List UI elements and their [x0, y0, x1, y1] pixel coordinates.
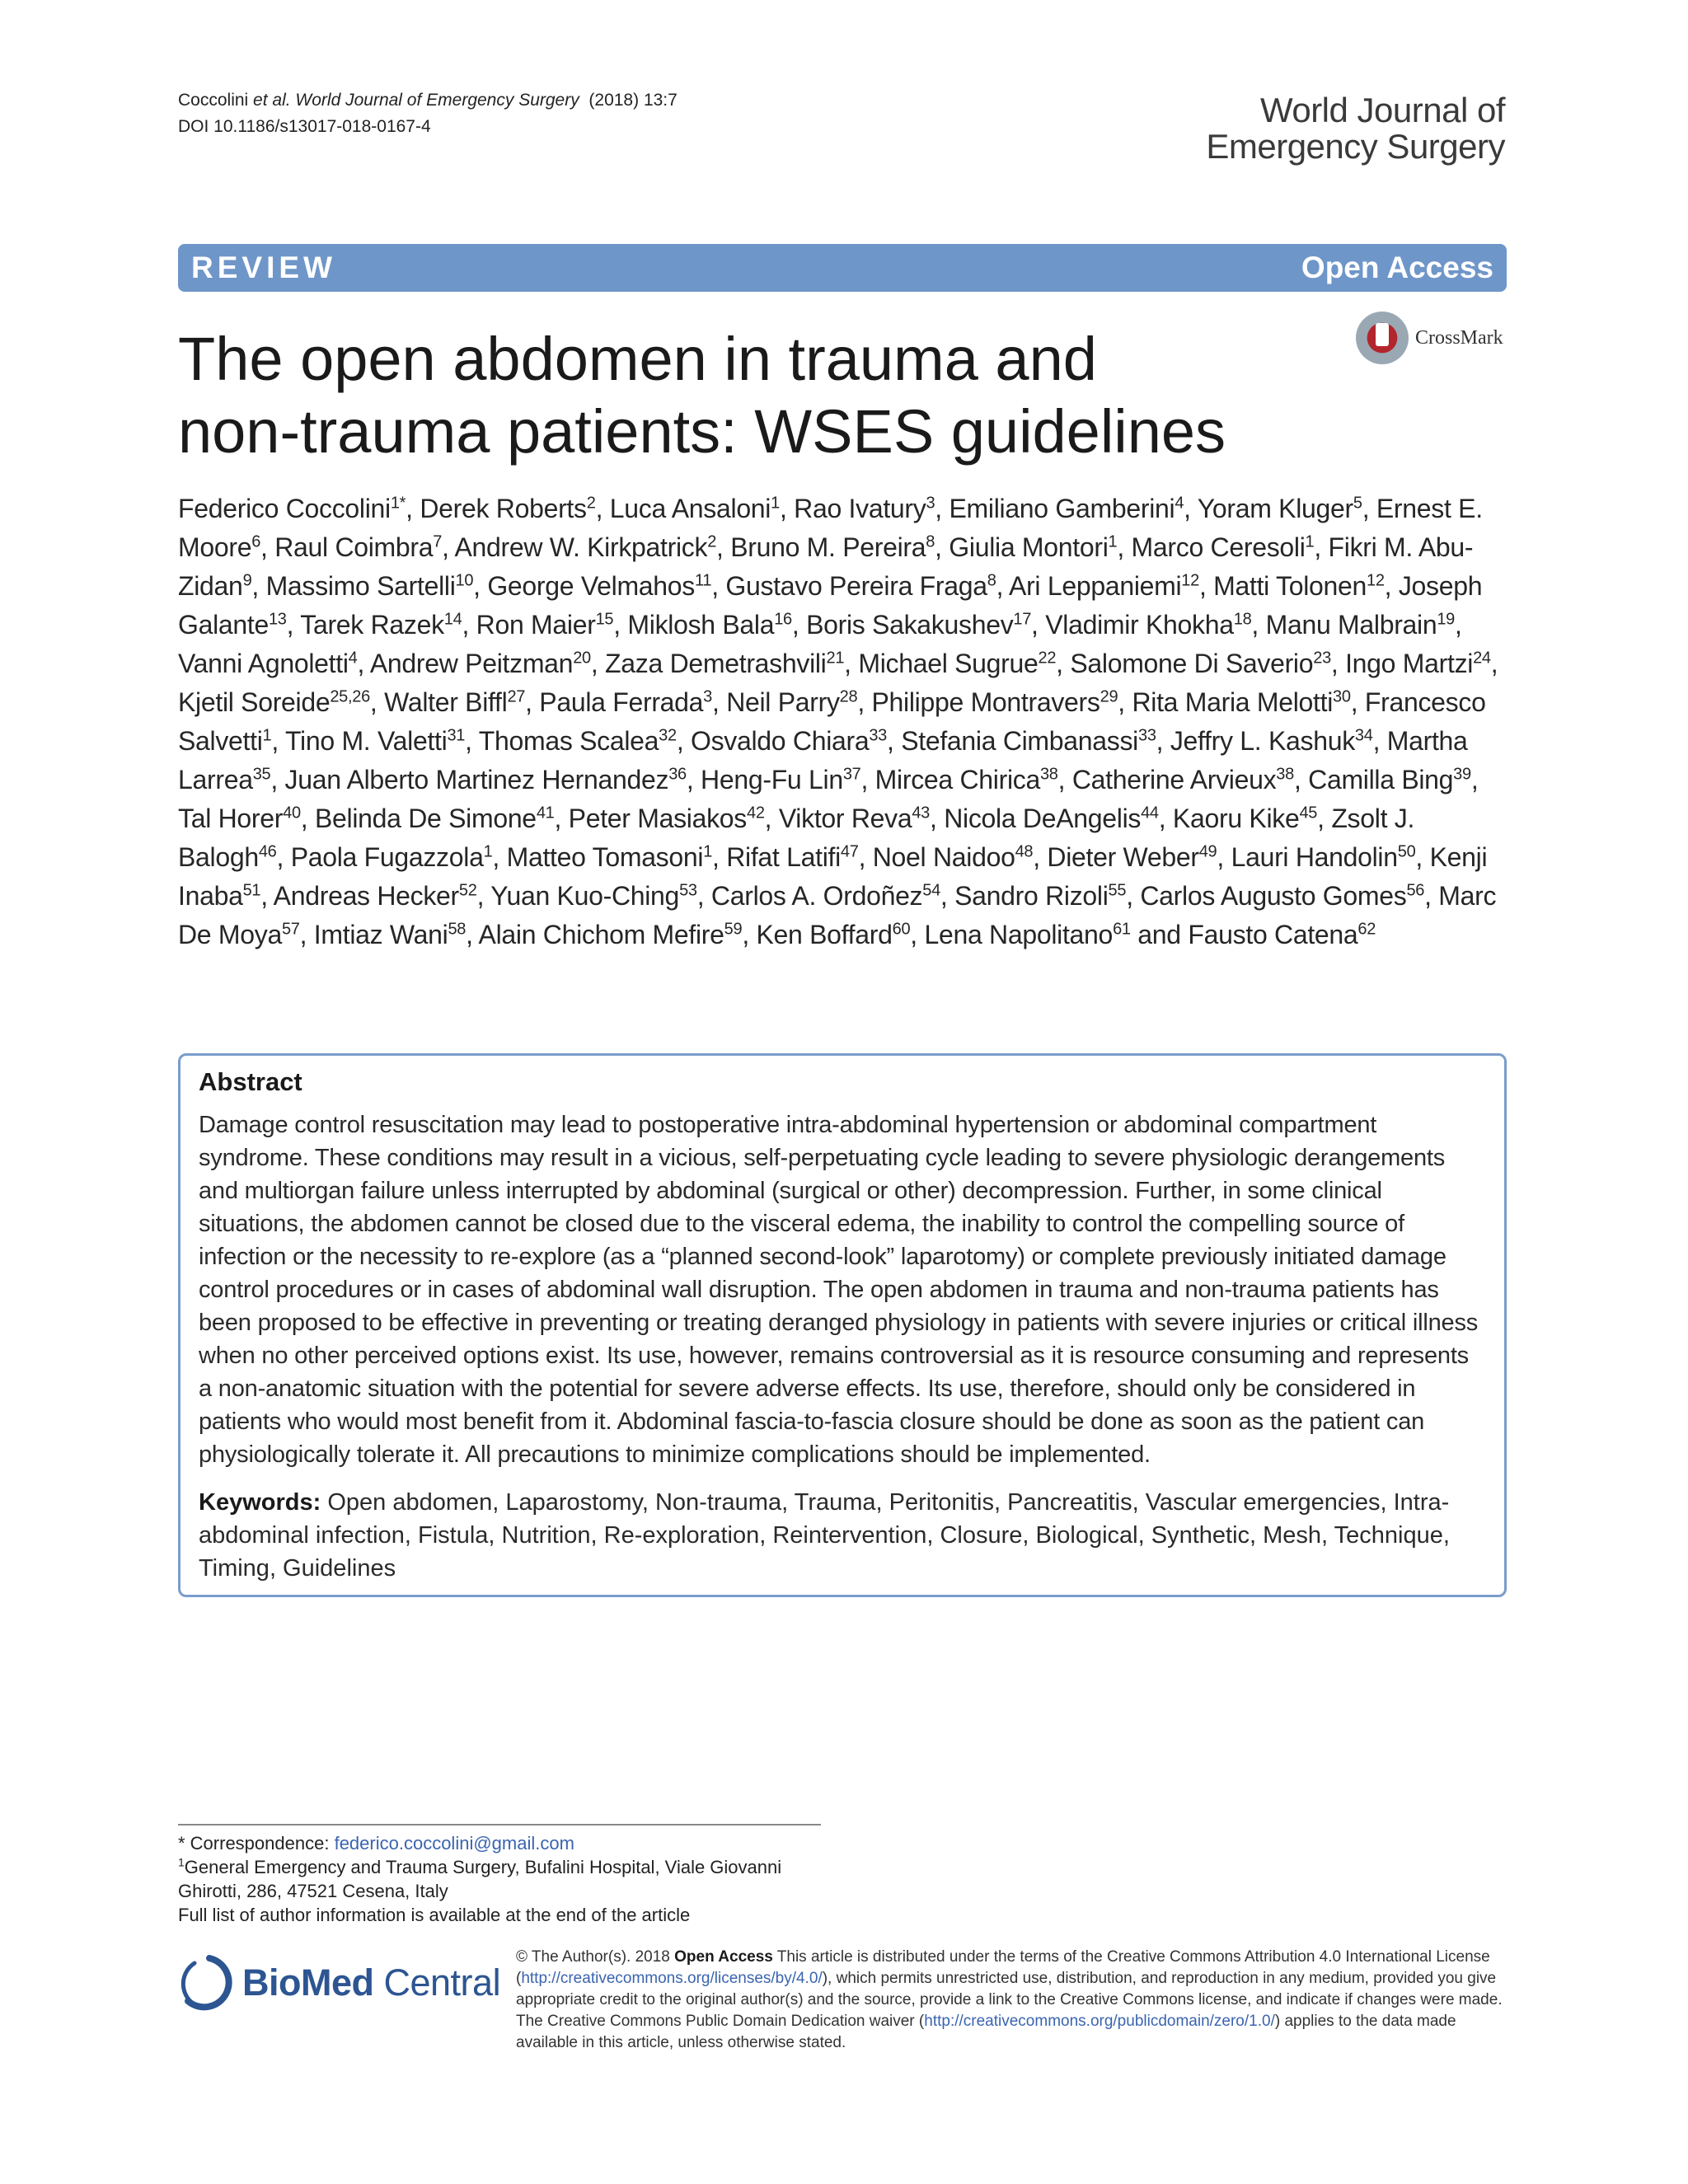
abstract-box: [178, 1053, 1507, 1597]
author: [291, 842, 493, 872]
author-affiliation: 36: [668, 765, 687, 784]
author-list: Federico Coccolini$^{1*}$, Derek Roberts$^2$, Luca Ansaloni$^1$, Rao Ivatury$^3$, Emiliano Gamberini$^4$, Yoram Kluger$^5$, Ernest E. Moore$^6$, Raul Coimbra$^7$, Andrew W. Kirkpatrick$^2$, Bruno M. Pereira$^8$, Giulia Montori$^1$, Marco Ceresoli$^1$, Fikri M. Abu-Zidan$^9$, Massimo Sartelli$^{10}$, George Velmahos$^{11}$, Gustavo Pereira Fraga$^8$, Ari Leppaniemi$^{12}$, Matti Tolonen$^{12}$, Joseph Galante$^{13}$, Tarek Razek$^{14}$, Ron Maier$^{15}$, Miklosh Bala$^{16}$, Boris Sakakushev$^{17}$, Vladimir Khokha$^{18}$, Manu Malbrain$^{19}$, Vanni Agnoletti$^4$, Andrew Peitzman$^{20}$, Zaza Demetrashvili$^{21}$, Michael Sugrue$^{22}$, Salomone Di Saverio$^{23}$, Ingo Martzi$^{24}$, Kjetil Soreide$^{25,26}$, Walter Biffl$^{27}$, Paula Ferrada$^3$, Neil Parry$^{28}$, Philippe Montravers$^{29}$, Rita Maria Melotti$^{30}$, Francesco Salvetti$^1$, Tino M. Valetti$^{31}$, Thomas Scalea$^{32}$, Osvaldo Chiara$^{33}$, Stefania Cimbanassi$^{33}$, Jeffry L. Kashuk$^{34}$, Martha Larrea$^{35}$, Juan Alberto Martinez Hernandez$^{36}$, Heng-Fu Lin$^{37}$, Mircea Chirica$^{38}$, Catherine Arvieux$^{38}$, Camilla Bing$^{39}$, Tal Horer$^{40}$, Belinda De Simone$^{41}$, Peter Masiakos$^{42}$, Viktor Reva$^{43}$, Nicola DeAngelis$^{44}$, Kaoru Kike$^{45}$, Zsolt J. Balogh$^{46}$, Paola Fugazzola$^1$, Matteo Tomasoni$^1$, Rifat Latifi$^{47}$, Noel Naidoo$^{48}$, Dieter Weber$^{49}$, Lauri Handolin$^{50}$, Kenji Inaba$^{51}$, Andreas Hecker$^{52}$, Yuan Kuo-Ching$^{53}$, Carlos A. Ordoñez$^{54}$, Sandro Rizoli$^{55}$, Carlos Augusto Gomes$^{56}$, Marc De Moya$^{57}$, Imtiaz Wani$^{58}$, Alain Chichom Mefire$^{59}$, Ken Boffard$^{60}$, Lena Napolitano$^{61}$ and Fausto Catena$^{62}$: [178, 494, 1498, 949]
author: [1188, 920, 1376, 949]
author: [285, 726, 465, 756]
author-name: Rifat Latifi: [726, 842, 841, 872]
author-name: Thomas Scalea: [478, 726, 659, 756]
author-name: Belinda De Simone: [314, 804, 537, 833]
author-name: Matteo Tomasoni: [506, 842, 704, 872]
author-name: Marc De Moya: [178, 881, 1497, 949]
citation-authors: Coccolini: [178, 91, 249, 110]
author-name: Miklosh Bala: [627, 610, 775, 640]
author-affiliation: 2: [707, 532, 717, 551]
author-affiliation: 1: [771, 494, 780, 513]
author-name: Heng-Fu Lin: [701, 765, 843, 794]
author-name: Yuan Kuo-Ching: [490, 881, 680, 911]
author-affiliation: 31: [447, 726, 466, 745]
author-affiliation: 48: [1015, 842, 1034, 861]
author-name: Juan Alberto Martinez Hernandez: [284, 765, 669, 794]
author-name: Yoram Kluger: [1197, 494, 1353, 523]
author-affiliation: 30: [1333, 687, 1351, 706]
author: [954, 881, 1126, 911]
copyright: © The Author(s). 2018: [516, 1948, 670, 1966]
author-name: Fikri M. Abu-Zidan: [178, 532, 1474, 601]
author-name: Massimo Sartelli: [265, 571, 456, 601]
license-link-by[interactable]: http://creativecommons.org/licenses/by/4.0/: [521, 1970, 823, 1987]
author-joiner: and: [1130, 920, 1189, 949]
abstract-heading: Abstract: [199, 1067, 302, 1096]
author-name: Rita Maria Melotti: [1132, 687, 1334, 717]
author-name: Michael Sugrue: [858, 649, 1039, 678]
author: [726, 687, 857, 717]
author: [266, 571, 474, 601]
article-type-banner: [178, 244, 1507, 292]
author-name: Paula Ferrada: [539, 687, 704, 717]
author: [274, 881, 477, 911]
author: [370, 649, 591, 678]
keywords-list: Open abdomen, Laparostomy, Non-trauma, Trauma, Peritonitis, Pancreatitis, Vascular emergencies, Intra-abdominal infection, Fistula, Nutrition, Re-exploration, Reintervention, Closure, Biological, Synthetic, Mesh, Technique, Timing, Guidelines: [199, 1489, 1450, 1582]
publisher-name: [242, 1961, 500, 2004]
author: [691, 726, 887, 756]
author: [1231, 842, 1416, 872]
author: [507, 842, 712, 872]
biomed-central-logo-icon: [176, 1953, 236, 2013]
author-affiliation: 15: [595, 610, 614, 629]
author-affiliation: 1: [1108, 532, 1118, 551]
author-name: Zaza Demetrashvili: [605, 649, 827, 678]
author-affiliation: 55: [1108, 881, 1127, 900]
author: [490, 881, 697, 911]
author: [779, 804, 930, 833]
author: [455, 532, 717, 562]
author-name: Mircea Chirica: [874, 765, 1040, 794]
author-name: Tal Horer: [178, 804, 284, 833]
author-name: Vladimir Khokha: [1045, 610, 1234, 640]
author-name: Imtiaz Wani: [313, 920, 448, 949]
author-affiliation: 42: [747, 804, 765, 823]
author-affiliation: 7: [433, 532, 443, 551]
citation-journal: World Journal of Emergency Surgery: [295, 91, 579, 110]
license-text-2: ), which permits unrestricted use, distribution, and reproduction in any medium, provided you give appropriate credit to the original author(s) and the source, provide a link to the Creative Commons license, and indicate if changes were made. The Creative Commons Public Domain Dedication waiver (: [516, 1970, 1503, 2030]
author-name: Zsolt J. Balogh: [178, 804, 1415, 872]
correspondence-label: * Correspondence:: [178, 1833, 330, 1854]
license-text-1: This article is distributed under the terms of the Creative Commons Attribution 4.0 International License (: [516, 1948, 1490, 1987]
title-line1: The open abdomen in trauma and: [178, 325, 1097, 393]
author: [1047, 842, 1217, 872]
author-name: Catherine Arvieux: [1071, 765, 1277, 794]
keywords-label: Keywords:: [199, 1489, 321, 1516]
author-affiliation: 11: [695, 571, 712, 590]
author: [1009, 571, 1199, 601]
author-name: Tarek Razek: [300, 610, 444, 640]
author-name: Noel Naidoo: [872, 842, 1015, 872]
author-affiliation: 53: [679, 881, 697, 900]
author-name: Carlos Augusto Gomes: [1140, 881, 1407, 911]
author-affiliation: 16: [774, 610, 792, 629]
author-name: Carlos A. Ordoñez: [710, 881, 923, 911]
author-affiliation: 35: [252, 765, 271, 784]
author-name: Lauri Handolin: [1231, 842, 1398, 872]
author-affiliation: 14: [443, 610, 462, 629]
author-name: Viktor Reva: [778, 804, 912, 833]
author-name: Philippe Montravers: [871, 687, 1100, 717]
author-name: Sandro Rizoli: [954, 881, 1109, 911]
author: [300, 610, 462, 640]
author-name: Lena Napolitano: [924, 920, 1114, 949]
author-affiliation: 3: [926, 494, 935, 513]
author-name: Luca Ansaloni: [609, 494, 771, 523]
journal-name-line2: Emergency Surgery: [1206, 127, 1505, 166]
author-name: Kaoru Kike: [1172, 804, 1300, 833]
author-affiliation: 6: [251, 532, 261, 551]
author-name: Jeffry L. Kashuk: [1170, 726, 1355, 756]
author: [872, 687, 1118, 717]
publisher-name-bold: BioMed: [242, 1961, 374, 2004]
author: [757, 920, 911, 949]
author-affiliation: 28: [839, 687, 858, 706]
author-name: Ernest E. Moore: [178, 494, 1483, 562]
author: [1070, 649, 1331, 678]
author-affiliation: 1: [483, 842, 493, 861]
author: [806, 610, 1031, 640]
author-name: Andrew W. Kirkpatrick: [454, 532, 708, 562]
author-affiliation: 60: [892, 920, 911, 939]
author-affiliation: 9: [242, 571, 252, 590]
author-name: Kjetil Soreide: [178, 687, 331, 717]
author: [858, 649, 1056, 678]
author-affiliation: 62: [1357, 920, 1376, 939]
author: [1345, 649, 1491, 678]
author-affiliation: 50: [1397, 842, 1416, 861]
author: [569, 804, 765, 833]
author-name: Gustavo Pereira Fraga: [725, 571, 987, 601]
author: [1170, 726, 1373, 756]
author-name: Federico Coccolini: [178, 494, 391, 523]
author-affiliation: 8: [926, 532, 935, 551]
author-name: Martha Larrea: [178, 726, 1468, 794]
author-name: Stefania Cimbanassi: [901, 726, 1138, 756]
author: [701, 765, 860, 794]
author-affiliation: 44: [1141, 804, 1159, 823]
author-affiliation: 41: [536, 804, 555, 823]
author: [315, 804, 555, 833]
author: [1213, 571, 1385, 601]
author-affiliation: 4: [1175, 494, 1184, 513]
author: [285, 765, 687, 794]
author-name: Francesco Salvetti: [178, 687, 1486, 756]
author: [178, 804, 301, 833]
article-title: [178, 323, 1332, 468]
author: [1173, 804, 1317, 833]
citation-header: [178, 87, 678, 140]
author-affiliation: 23: [1313, 649, 1331, 668]
author-affiliation: 61: [1113, 920, 1131, 939]
crossmark-label: CrossMark: [1415, 326, 1503, 349]
author: [384, 687, 525, 717]
author: [1198, 494, 1362, 523]
footnotes: [178, 1831, 829, 1927]
author: [875, 765, 1058, 794]
author: [1045, 610, 1251, 640]
author: [420, 494, 595, 523]
author-name: Giulia Montori: [949, 532, 1109, 562]
author: [949, 532, 1117, 562]
author: [1140, 881, 1424, 911]
author: [901, 726, 1156, 756]
author-affiliation: 46: [258, 842, 277, 861]
title-line2: non-trauma patients: WSES guidelines: [178, 397, 1226, 466]
author-affiliation: 38: [1039, 765, 1058, 784]
author-name: George Velmahos: [487, 571, 696, 601]
author-affiliation: 21: [826, 649, 845, 668]
author-name: Andreas Hecker: [273, 881, 459, 911]
author: [539, 687, 712, 717]
publisher-name-regular: Central: [373, 1961, 501, 2004]
author: [944, 804, 1159, 833]
license-link-zero[interactable]: http://creativecommons.org/publicdomain/zero/1.0/: [924, 2013, 1275, 2030]
article-type: REVIEW: [191, 251, 336, 284]
author-name: Bruno M. Pereira: [730, 532, 926, 562]
author-affiliation: 56: [1406, 881, 1425, 900]
author-affiliation: 54: [922, 881, 940, 900]
author-affiliation: 29: [1100, 687, 1118, 706]
author-affiliation: 22: [1038, 649, 1057, 668]
author-affiliation: 51: [242, 881, 261, 900]
author-name: Nicola DeAngelis: [944, 804, 1142, 833]
author: [1132, 532, 1315, 562]
author-name: Salomone Di Saverio: [1070, 649, 1314, 678]
author-name: Dieter Weber: [1047, 842, 1199, 872]
author-affiliation: 40: [283, 804, 301, 823]
author: [873, 842, 1033, 872]
author-affiliation: 32: [659, 726, 677, 745]
author: [479, 726, 677, 756]
author-name: Emiliano Gamberini: [949, 494, 1175, 523]
author-affiliation: 10: [455, 571, 474, 590]
author: [711, 881, 940, 911]
author-name: Peter Masiakos: [568, 804, 747, 833]
author-affiliation: 20: [573, 649, 591, 668]
author-name: Kenji Inaba: [178, 842, 1488, 911]
author-affiliation: 1: [1305, 532, 1315, 551]
affiliation-line1: General Emergency and Trauma Surgery, Bufalini Hospital, Viale Giovanni: [184, 1857, 782, 1877]
footnote-divider: [178, 1824, 821, 1825]
author-affiliation: 3: [703, 687, 712, 706]
biomed-central-logo: [176, 1953, 500, 2013]
journal-name-line1: World Journal of: [1259, 91, 1505, 129]
author: [178, 494, 406, 523]
citation-etal: et al.: [253, 91, 291, 110]
author-affiliation: 19: [1437, 610, 1456, 629]
author-affiliation: 38: [1276, 765, 1294, 784]
author-affiliation: 27: [507, 687, 526, 706]
author-name: Neil Parry: [726, 687, 840, 717]
author: [605, 649, 844, 678]
keywords: [199, 1486, 1483, 1585]
author-affiliation: 12: [1181, 571, 1199, 590]
author-name: Manu Malbrain: [1265, 610, 1437, 640]
correspondence-email[interactable]: federico.coccolini@gmail.com: [334, 1833, 574, 1854]
author-affiliation: 1*: [390, 494, 406, 513]
author-affiliation: 49: [1198, 842, 1217, 861]
author-name: Joseph Galante: [178, 571, 1483, 640]
author-affiliation: 12: [1367, 571, 1385, 590]
author-name: Matti Tolonen: [1213, 571, 1367, 601]
author: [949, 494, 1184, 523]
author: [725, 571, 996, 601]
author-name: Vanni Agnoletti: [178, 649, 349, 678]
author-name: Paola Fugazzola: [290, 842, 484, 872]
author: [487, 571, 711, 601]
author: [726, 842, 858, 872]
author-name: Walter Biffl: [384, 687, 508, 717]
author-affiliation: 59: [724, 920, 743, 939]
author-affiliation: 47: [840, 842, 859, 861]
author-affiliation: 1: [262, 726, 272, 745]
author: [476, 610, 614, 640]
author-affiliation: 1: [703, 842, 713, 861]
author-affiliation: 43: [912, 804, 931, 823]
author-name: Ingo Martzi: [1345, 649, 1474, 678]
author-affiliation: 37: [842, 765, 861, 784]
author-affiliation: 18: [1233, 610, 1252, 629]
author: [730, 532, 935, 562]
author-affiliation: 34: [1354, 726, 1373, 745]
author: [178, 687, 370, 717]
author-affiliation: 4: [348, 649, 358, 668]
author: [1308, 765, 1471, 794]
author-name: Rao Ivatury: [794, 494, 926, 523]
author-name: Derek Roberts: [420, 494, 587, 523]
open-access-label: Open Access: [1301, 251, 1493, 284]
full-author-info-note: Full list of author information is available at the end of the article: [178, 1905, 691, 1925]
author: [924, 920, 1130, 949]
author: [314, 920, 466, 949]
author-name: Raul Coimbra: [274, 532, 434, 562]
citation-year-volume: (2018) 13:7: [588, 91, 678, 110]
author-name: Ari Leppaniemi: [1009, 571, 1182, 601]
abstract-text: Damage control resuscitation may lead to postoperative intra-abdominal hypertension or abdominal compartment syndrome. These conditions may result in a vicious, self-perpetuating cycle leading to severe physiologic derangements and multiorgan failure unless interrupted by abdominal (surgical or other) decompression. Further, in some clinical situations, the abdomen cannot be closed due to the visceral edema, the inability to control the compelling source of infection or the necessity to re-explore (as a “planned second-look” laparotomy) or complete previously initiated damage control procedures or in cases of abdominal wall disruption. The open abdomen in trauma and non-trauma patients has been proposed to be effective in preventing or treating deranged physiology in patients with severe injuries or critical illness when no other perceived options exist. Its use, however, remains controversial as it is resource consuming and represents a non-anatomic situation with the potential for severe adverse effects. Its use, therefore, should only be considered in patients who would most benefit from it. Abdominal fascia-to-fascia closure should be done as soon as the patient can physiologically tolerate it. All precautions to minimize complications should be implemented.: [199, 1112, 1479, 1468]
author: [1266, 610, 1455, 640]
affiliation-number: 1: [178, 1855, 185, 1869]
author-affiliation: 58: [448, 920, 467, 939]
author-affiliation: 52: [458, 881, 477, 900]
crossmark-icon[interactable]: [1356, 312, 1409, 364]
doi[interactable]: DOI 10.1186/s13017-018-0167-4: [178, 117, 431, 136]
author-name: Alain Chichom Mefire: [478, 920, 724, 949]
author-name: Ken Boffard: [756, 920, 893, 949]
author-affiliation: 33: [1138, 726, 1156, 745]
journal-name: [1206, 92, 1505, 165]
license-statement: [516, 1947, 1505, 2054]
author-affiliation: 5: [1353, 494, 1362, 513]
author-affiliation: 8: [987, 571, 996, 590]
author-name: Fausto Catena: [1188, 920, 1358, 949]
author-affiliation: 24: [1473, 649, 1491, 668]
author: [178, 649, 357, 678]
author-affiliation: 33: [869, 726, 888, 745]
author: [479, 920, 743, 949]
author-affiliation: 39: [1453, 765, 1471, 784]
author-name: Osvaldo Chiara: [691, 726, 870, 756]
author: [794, 494, 935, 523]
author: [610, 494, 780, 523]
author-name: Camilla Bing: [1308, 765, 1454, 794]
author-affiliation: 57: [281, 920, 300, 939]
affiliation-line2: Ghirotti, 286, 47521 Cesena, Italy: [178, 1881, 448, 1901]
author-affiliation: 2: [586, 494, 596, 513]
author-name: Andrew Peitzman: [369, 649, 574, 678]
author-affiliation: 25,26: [330, 687, 370, 706]
author-name: Tino M. Valetti: [284, 726, 448, 756]
author: [627, 610, 791, 640]
license-text-3: ) applies to the data made available in this article, unless otherwise stated.: [516, 2013, 1456, 2051]
license-open-access: Open Access: [674, 1948, 773, 1966]
author: [1132, 687, 1350, 717]
author: [1072, 765, 1294, 794]
author-affiliation: 45: [1299, 804, 1318, 823]
author-name: Boris Sakakushev: [806, 610, 1014, 640]
author-name: Marco Ceresoli: [1131, 532, 1306, 562]
crossmark-badge[interactable]: [1356, 312, 1503, 364]
author-affiliation: 13: [268, 610, 287, 629]
author-affiliation: 17: [1013, 610, 1032, 629]
author: [274, 532, 442, 562]
author-name: Ron Maier: [476, 610, 596, 640]
